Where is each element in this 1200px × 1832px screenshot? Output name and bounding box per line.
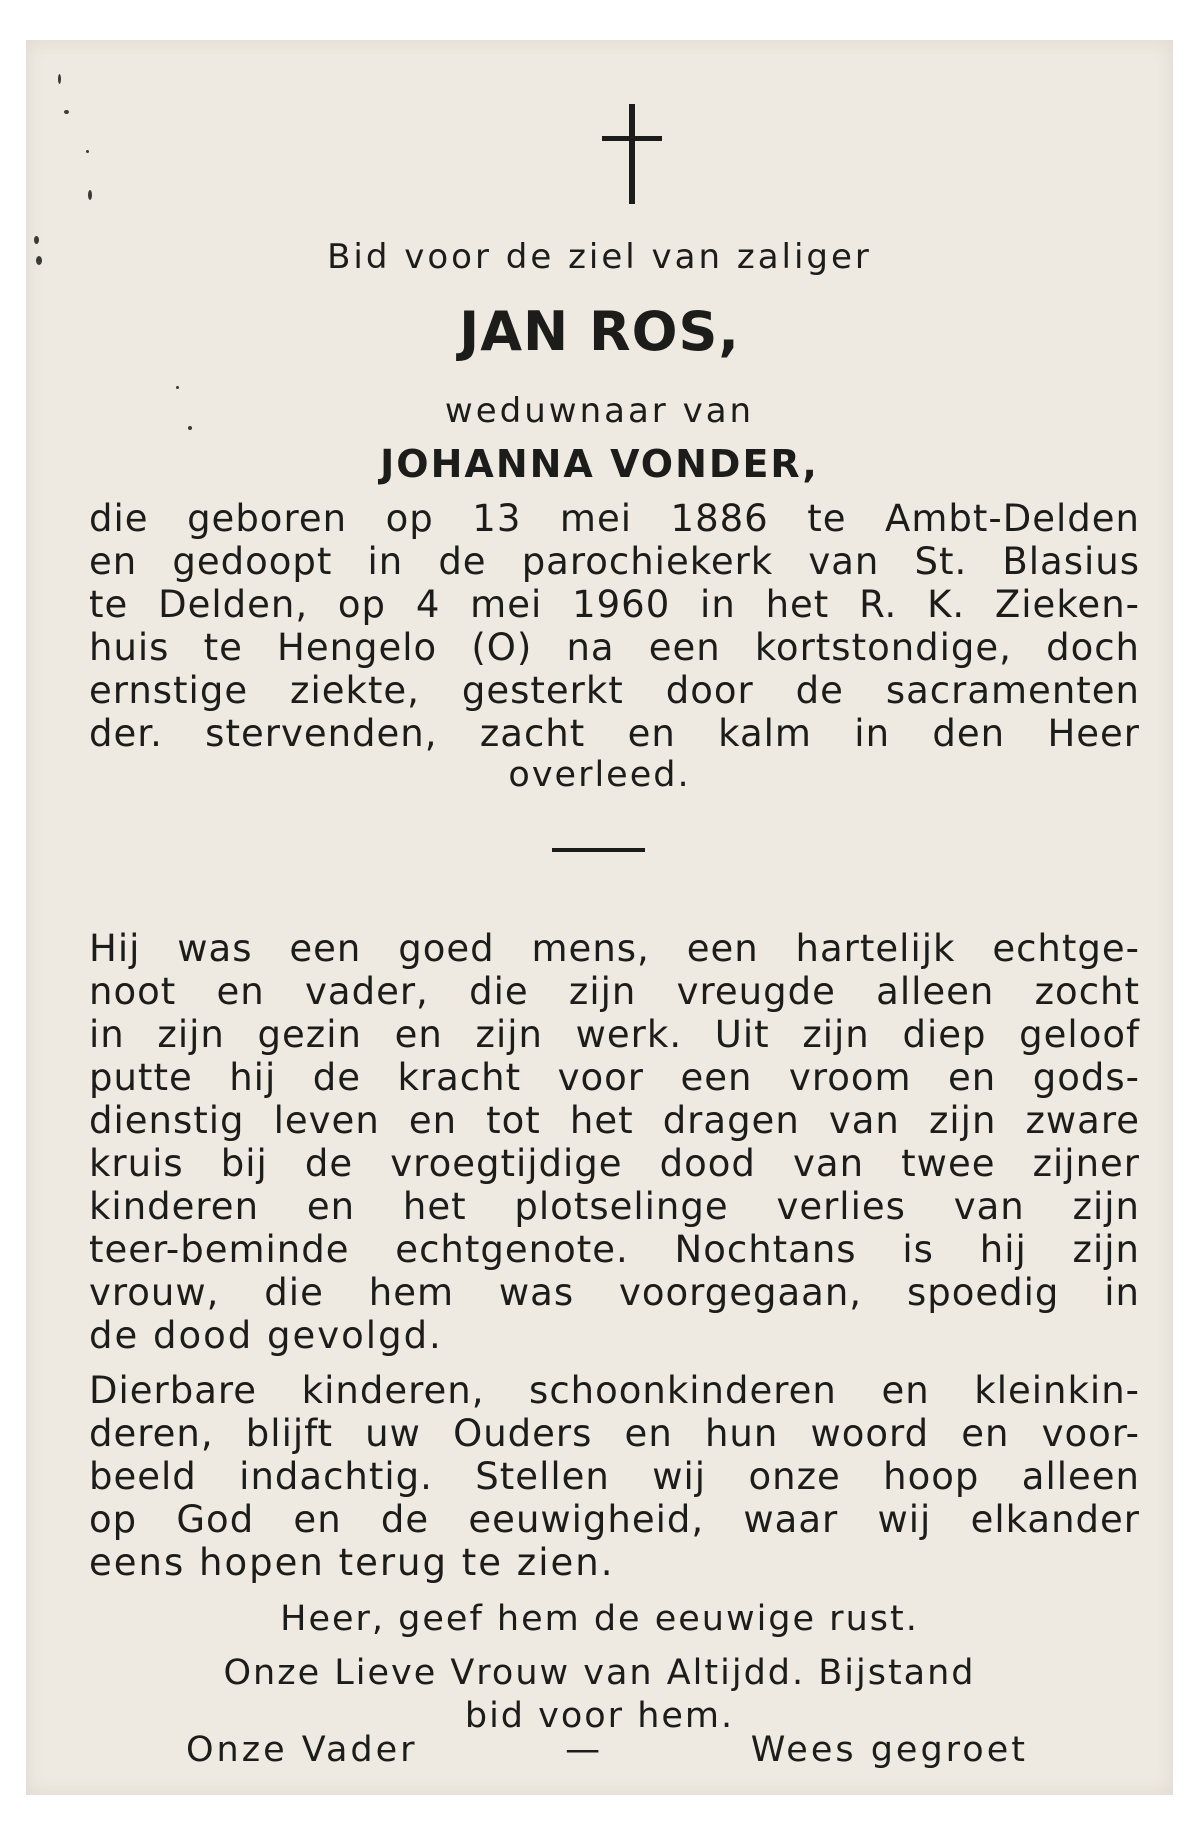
- spouse-name: JOHANNA VONDER,: [380, 442, 819, 486]
- deceased-name: JAN ROS,: [459, 300, 740, 363]
- tribute-last-line: de dood gevolgd.: [89, 1314, 443, 1357]
- appeal-line: beeld indachtig. Stellen wij onze hoop alleen: [89, 1455, 1140, 1498]
- tribute-line: kruis bij de vroegtijdige dood van twee zijner: [89, 1142, 1140, 1185]
- closing-prayers: [186, 1730, 1028, 1770]
- scan-speck: [58, 74, 61, 84]
- scan-speck: [86, 150, 89, 153]
- scan-speck: [88, 190, 92, 200]
- prayer-mary-line-2: bid voor hem.: [464, 1696, 735, 1736]
- tribute-line: putte hij de kracht voor een vroom en gods-: [89, 1056, 1140, 1099]
- tribute-line: in zijn gezin en zijn werk. Uit zijn diep geloof: [89, 1013, 1140, 1056]
- relation-line: weduwnaar van: [444, 391, 755, 431]
- closing-hail-mary: Wees gegroet: [750, 1730, 1028, 1770]
- bio-line: die geboren op 13 mei 1886 te Ambt-Delden: [89, 497, 1140, 540]
- tribute-line: teer-beminde echtgenote. Nochtans is hij zijn: [89, 1228, 1140, 1271]
- cross-icon: [602, 104, 662, 204]
- scan-speck: [176, 386, 179, 389]
- bio-last-line: overleed.: [508, 755, 691, 795]
- tribute-line: noot en vader, die zijn vreugde alleen zocht: [89, 970, 1140, 1013]
- closing-our-father: Onze Vader: [186, 1730, 418, 1770]
- bio-line: huis te Hengelo (O) na een kortstondige, doch: [89, 626, 1140, 669]
- bio-line: en gedoopt in de parochiekerk van St. Blasius: [89, 540, 1140, 583]
- appeal-line: deren, blijft uw Ouders en hun woord en voor-: [89, 1412, 1140, 1455]
- scan-speck: [64, 110, 69, 114]
- prayer-rest: Heer, geef hem de eeuwige rust.: [280, 1599, 919, 1639]
- tribute-line: Hij was een goed mens, een hartelijk echtge-: [89, 927, 1140, 970]
- intro-line: Bid voor de ziel van zaliger: [327, 237, 872, 277]
- bio-line: der. stervenden, zacht en kalm in den Heer: [89, 712, 1140, 755]
- appeal-line: op God en de eeuwigheid, waar wij elkander: [89, 1498, 1140, 1541]
- closing-dash: —: [565, 1730, 604, 1770]
- bio-line: te Delden, op 4 mei 1960 in het R. K. Zieken-: [89, 583, 1140, 626]
- tribute-line: kinderen en het plotselinge verlies van zijn: [89, 1185, 1140, 1228]
- memorial-card: [26, 40, 1173, 1795]
- divider-rule: [552, 848, 645, 852]
- tribute-line: vrouw, die hem was voorgegaan, spoedig in: [89, 1271, 1140, 1314]
- prayer-mary-line: Onze Lieve Vrouw van Altijdd. Bijstand: [223, 1653, 976, 1693]
- appeal-last-line: eens hopen terug te zien.: [89, 1541, 615, 1584]
- tribute-line: dienstig leven en tot het dragen van zijn zware: [89, 1099, 1140, 1142]
- appeal-line: Dierbare kinderen, schoonkinderen en kleinkin-: [89, 1369, 1140, 1412]
- bio-line: ernstige ziekte, gesterkt door de sacramenten: [89, 669, 1140, 712]
